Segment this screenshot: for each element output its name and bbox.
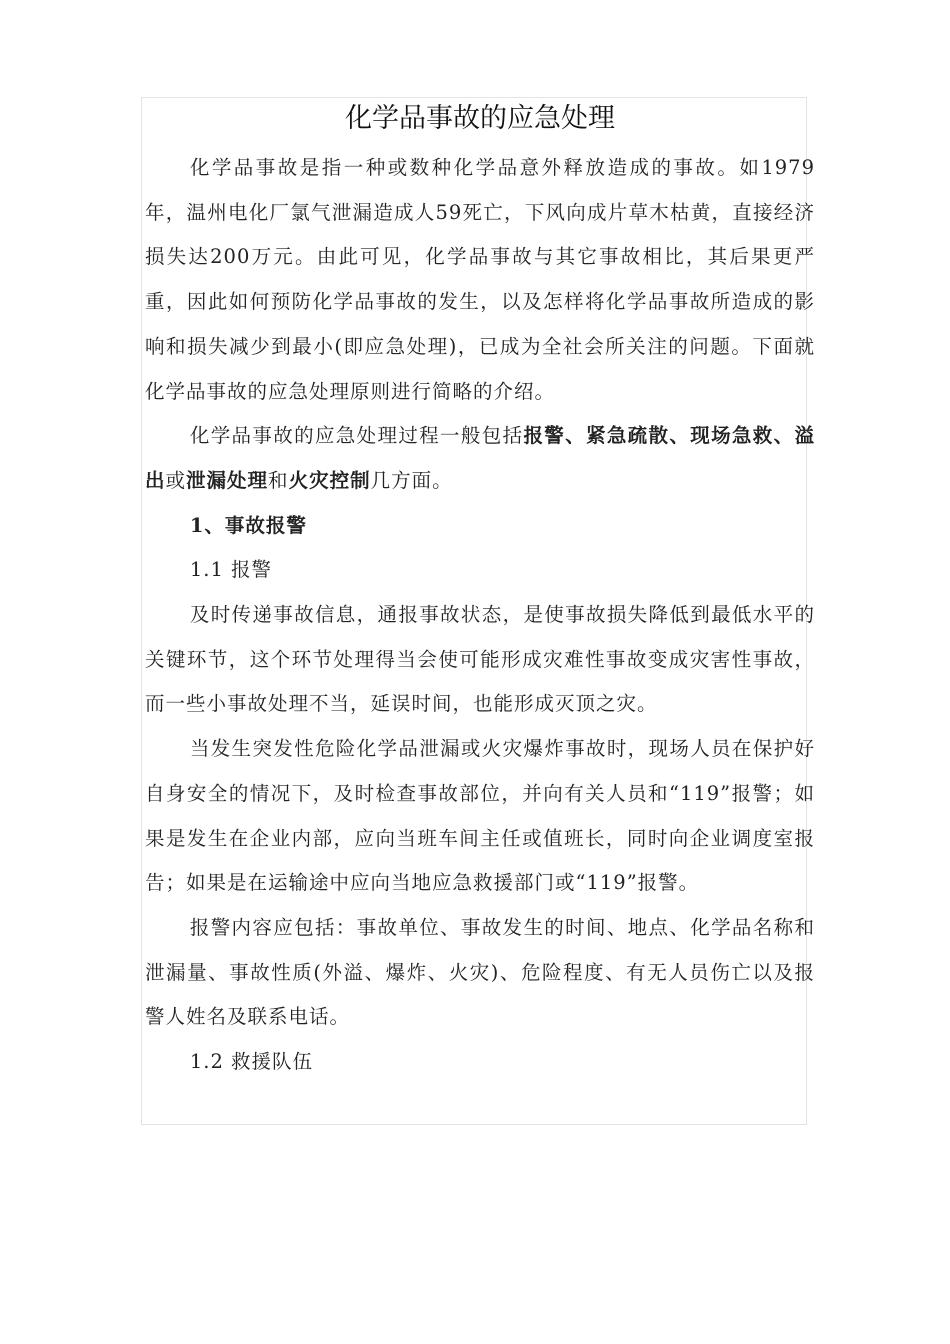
process-text: 化学品事故的应急处理过程一般包括 <box>189 424 524 448</box>
intro-paragraph: 化学品事故是指一种或数种化学品意外释放造成的事故。如1979年，温州电化厂氯气泄漏造成人59死亡，下风向成片草木枯黄，直接经济损失达200万元。由此可见，化学品事故与其它事故相比，其后果更严重，因此如何预防化学品事故的发生，以及怎样将化学品事故所造成的影响和损失减少到最小(即应急处理)，已成为全社会所关注的问题。下面就化学品事故的应急处理原则进行简略的介绍。 <box>145 156 815 403</box>
subsection-heading-1-2: 1.2 救援队伍 <box>189 1050 314 1074</box>
process-bold-fire: 火灾控制 <box>288 468 371 492</box>
process-text: 几方面。 <box>370 468 453 492</box>
process-text: 或 <box>165 468 187 492</box>
alarm-paragraph-3: 报警内容应包括：事故单位、事故发生的时间、地点、化学品名称和泄漏量、事故性质(外溢、爆炸、火灾)、危险程度、有无人员伤亡以及报警人姓名及联系电话。 <box>145 915 815 1029</box>
section-heading-1: 1、事故报警 <box>189 513 307 537</box>
alarm-paragraph-2: 当发生突发性危险化学品泄漏或火灾爆炸事故时，现场人员在保护好自身安全的情况下，及时检查事故部位，并向有关人员和“119”报警；如果是发生在企业内部，应向当班车间主任或值班长，同时向企业调度室报告；如果是在运输途中应向当地应急救援部门或“119”报警。 <box>145 737 815 895</box>
process-text: 和 <box>268 468 289 492</box>
document-title: 化学品事故的应急处理 <box>345 103 615 134</box>
alarm-paragraph-1: 及时传递事故信息，通报事故状态，是使事故损失降低到最低水平的关键环节，这个环节处理得当会使可能形成灾难性事故变成灾害性事故，而一些小事故处理不当，延误时间，也能形成灭顶之灾。 <box>145 603 815 716</box>
process-bold-alarm: 报警、紧急疏散、现场急救、溢出 <box>145 424 815 492</box>
subsection-heading-1-1: 1.1 报警 <box>189 558 273 582</box>
process-bold-leak: 泄漏处理 <box>186 468 269 492</box>
process-paragraph <box>145 414 815 503</box>
document-body <box>145 100 815 1085</box>
